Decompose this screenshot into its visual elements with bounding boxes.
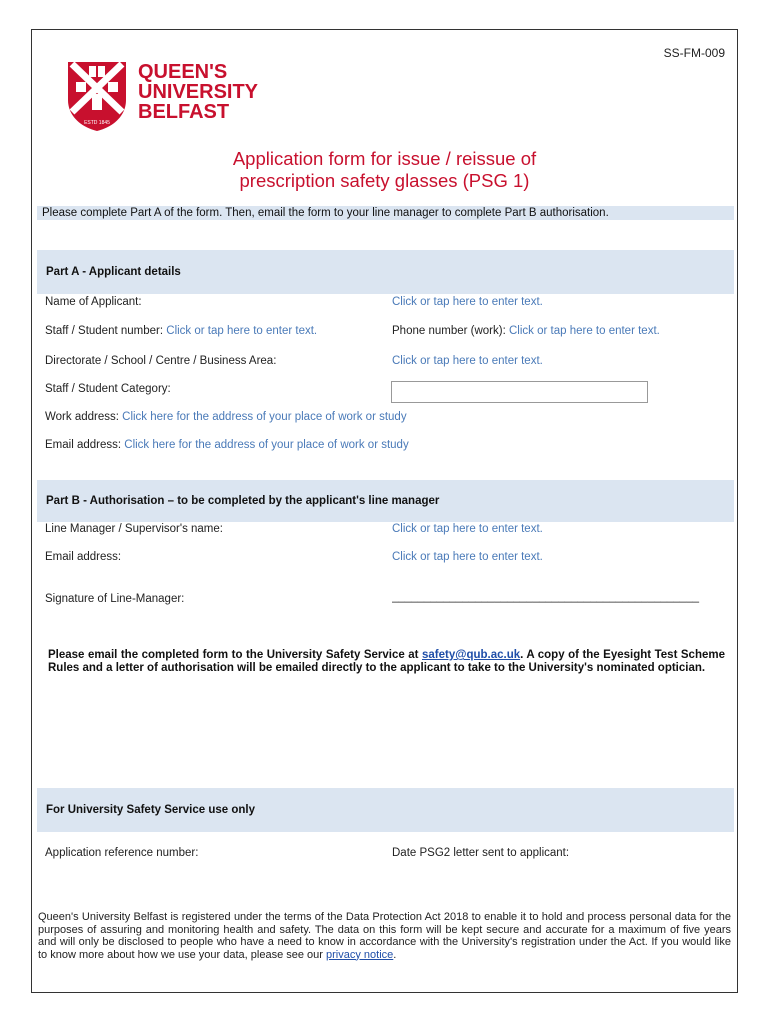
logo-line-2: UNIVERSITY — [138, 81, 259, 103]
data-protection-footer: Queen's University Belfast is registered under the terms of the Data Protection Act 2018 to enable it to hold and process personal data for the purposes of assuring and monitoring health and safety. The data on this form will be kept secure and accurate for a maximum of five years and will only be disclosed to people who have a need to know in accordance with the University's registration under the Act. If you would like to know more about how we use your data, please see our privacy notice. — [38, 911, 731, 961]
university-logo — [66, 60, 286, 132]
staff-number-row: Staff / Student number: Click or tap here to enter text. — [45, 325, 318, 337]
manager-name-field[interactable]: Click or tap here to enter text. — [392, 523, 543, 535]
title-line-1: Application form for issue / reissue of — [232, 148, 537, 169]
logo-line-3: BELFAST — [138, 101, 230, 123]
submission-notice: Please email the completed form to the University Safety Service at safety@qub.ac.uk. A copy of the Eyesight Test Scheme Rules and a letter of authorisation will be emailed directly to the applicant to take to the University's nominated optician. — [48, 649, 725, 674]
psg2-date-label: Date PSG2 letter sent to applicant: — [392, 847, 570, 859]
logo-line-1: QUEEN'S — [138, 61, 228, 83]
directorate-label: Directorate / School / Centre / Business Area: — [45, 355, 277, 367]
work-address-row: Work address: Click here for the address of your place of work or study — [45, 411, 407, 423]
part-b-header: Part B - Authorisation – to be completed by the applicant's line manager — [37, 480, 734, 522]
applicant-name-field[interactable]: Click or tap here to enter text. — [392, 296, 543, 308]
email-address-row: Email address: Click here for the address of your place of work or study — [45, 439, 409, 451]
privacy-notice-link[interactable]: privacy notice — [326, 948, 394, 961]
instruction-text: Please complete Part A of the form. Then, email the form to your line manager to complete Part B authorisation. — [42, 207, 609, 219]
office-use-header: For University Safety Service use only — [37, 788, 734, 832]
category-select[interactable] — [391, 381, 648, 403]
applicant-name-label: Name of Applicant: — [45, 296, 142, 308]
email-address-field[interactable]: Click here for the address of your place of work or study — [124, 439, 409, 451]
signature-label: Signature of Line-Manager: — [45, 593, 185, 605]
title-line-2: prescription safety glasses (PSG 1) — [239, 170, 530, 191]
svg-text:ESTD 1845: ESTD 1845 — [84, 120, 110, 126]
part-a-header: Part A - Applicant details — [37, 250, 734, 294]
directorate-field[interactable]: Click or tap here to enter text. — [392, 355, 543, 367]
manager-email-label: Email address: — [45, 551, 122, 563]
instruction-band — [37, 206, 734, 220]
reference-number-label: Application reference number: — [45, 847, 199, 859]
phone-row: Phone number (work): Click or tap here to enter text. — [392, 325, 660, 337]
crest-icon — [66, 60, 128, 132]
form-title — [32, 148, 737, 192]
staff-number-field[interactable]: Click or tap here to enter text. — [166, 325, 318, 337]
safety-email-link[interactable]: safety@qub.ac.uk — [421, 649, 521, 661]
phone-number-field[interactable]: Click or tap here to enter text. — [508, 325, 660, 337]
category-label: Staff / Student Category: — [45, 383, 171, 395]
document-code: SS-FM-009 — [663, 46, 725, 60]
manager-email-field[interactable]: Click or tap here to enter text. — [392, 551, 543, 563]
manager-name-label: Line Manager / Supervisor's name: — [45, 523, 223, 535]
form-page — [31, 29, 738, 993]
work-address-field[interactable]: Click here for the address of your place of work or study — [122, 411, 407, 423]
signature-line[interactable]: ________________________________________________ — [392, 591, 699, 603]
